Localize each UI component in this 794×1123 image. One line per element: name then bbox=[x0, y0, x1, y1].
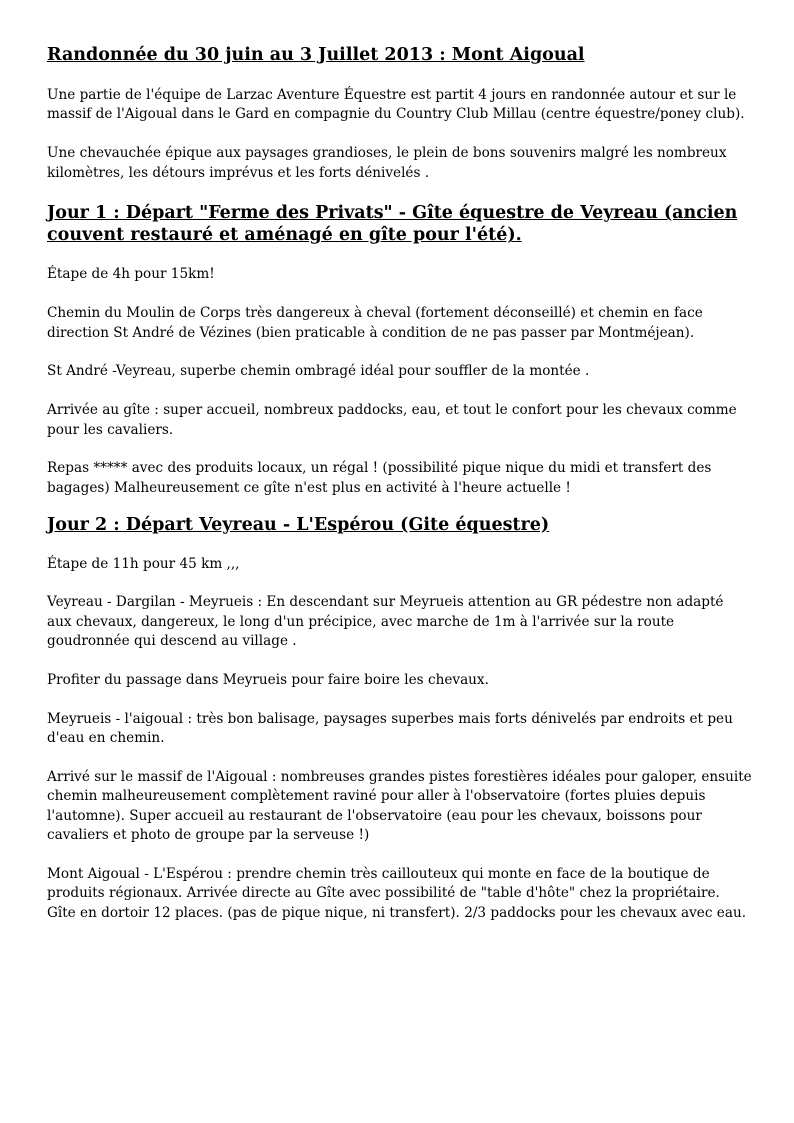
day1-paragraph: Chemin du Moulin de Corps très dangereux à cheval (fortement déconseillé) et chemin en face direction St André de Vézines (bien praticable à condition de ne pas passer par Montméjean). bbox=[47, 305, 703, 341]
intro-paragraph: Une partie de l'équipe de Larzac Aventure Équestre est partit 4 jours en randonnée autour et sur le massif de l'Aigoual dans le Gard en compagnie du Country Club Millau (centre équestre/poney club). bbox=[47, 87, 745, 123]
day2-paragraph: Veyreau - Dargilan - Meyrueis : En descendant sur Meyrueis attention au GR pédestre non adapté aux chevaux, dangereux, le long d'un précipice, avec marche de 1m à l'arrivée sur la route goudronnée qui descend au village . bbox=[47, 594, 724, 650]
day2-paragraph: Arrivé sur le massif de l'Aigoual : nombreuses grandes pistes forestières idéales pour galoper, ensuite chemin malheureusement complètement raviné pour aller à l'observatoire (fortes pluies depuis l'automne). Super accueil au restaurant de l'observatoire (eau pour les chevaux, boissons pour cavaliers et photo de groupe par la serveuse !) bbox=[47, 769, 752, 844]
document-page bbox=[47, 44, 752, 923]
day2-paragraph: Mont Aigoual - L'Espérou : prendre chemin très caillouteux qui monte en face de la boutique de produits régionaux. Arrivée directe au Gîte avec possibilité de "table d'hôte" chez la propriétaire. Gîte en dortoir 12 places. (pas de pique nique, ni transfert). 2/3 paddocks pour les chevaux avec eau. bbox=[47, 866, 747, 921]
day2-heading: Jour 2 : Départ Veyreau - L'Espérou (Gite équestre) bbox=[47, 514, 550, 535]
day2-paragraph: Profiter du passage dans Meyrueis pour faire boire les chevaux. bbox=[47, 672, 489, 689]
document-title: Randonnée du 30 juin au 3 Juillet 2013 : Mont Aigoual bbox=[47, 45, 585, 65]
day1-paragraph: Repas ***** avec des produits locaux, un régal ! (possibilité pique nique du midi et transfert des bagages) Malheureusement ce gîte n'est plus en activité à l'heure actuelle ! bbox=[47, 460, 712, 496]
day2-paragraph: Étape de 11h pour 45 km ,,, bbox=[47, 555, 240, 572]
day1-paragraph: Arrivée au gîte : super accueil, nombreux paddocks, eau, et tout le confort pour les chevaux comme pour les cavaliers. bbox=[47, 402, 737, 438]
day1-paragraph: St André -Veyreau, superbe chemin ombragé idéal pour souffler de la montée . bbox=[47, 363, 590, 380]
day1-heading: Jour 1 : Départ "Ferme des Privats" - Gîte équestre de Veyreau (ancien couvent restauré et aménagé en gîte pour l'été). bbox=[47, 203, 738, 246]
intro-paragraph: Une chevauchée épique aux paysages grandioses, le plein de bons souvenirs malgré les nombreux kilomètres, les détours imprévus et les forts dénivelés . bbox=[47, 145, 727, 181]
day1-paragraph: Étape de 4h pour 15km! bbox=[47, 266, 215, 283]
day2-paragraph: Meyrueis - l'aigoual : très bon balisage, paysages superbes mais forts dénivelés par endroits et peu d'eau en chemin. bbox=[47, 710, 733, 747]
